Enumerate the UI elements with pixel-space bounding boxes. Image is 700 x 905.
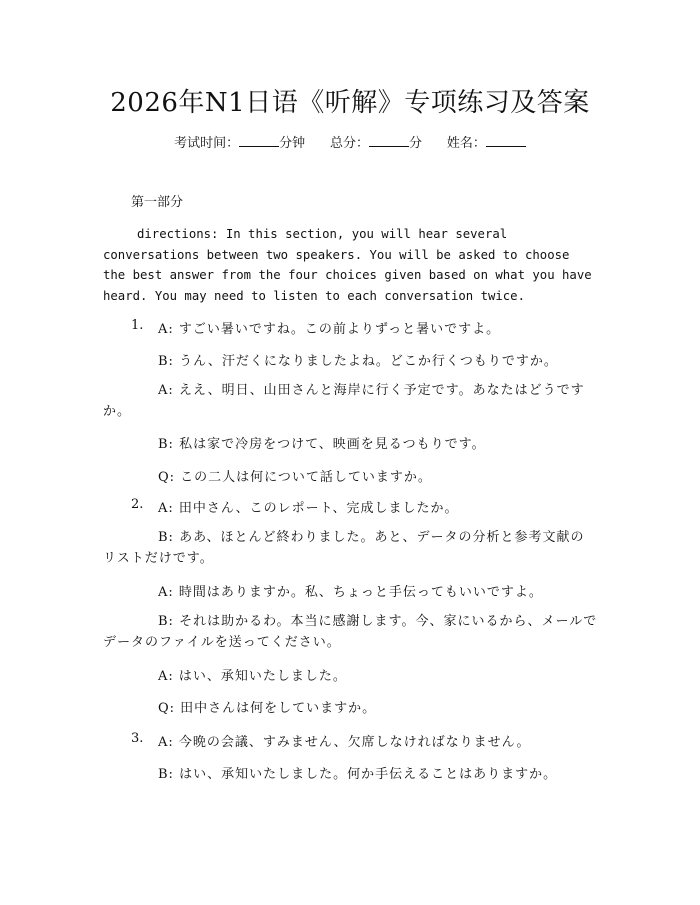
name-blank[interactable] xyxy=(486,134,526,147)
dialogue-line: A: 田中さん、このレポート、完成しましたか。 xyxy=(158,501,459,516)
time-blank[interactable] xyxy=(239,134,279,147)
dialogue-line: A: はい、承知いたしました。 xyxy=(158,669,347,684)
dialogue-line: B: うん、汗だくになりましたよね。どこか行くつもりですか。 xyxy=(158,354,558,369)
name-label: 姓名： xyxy=(446,136,486,151)
dialogue-line: B: それは助かるわ。本当に感謝します。今、家にいるから、メールでデータのファイルを送ってください。 xyxy=(103,614,598,650)
score-unit: 分 xyxy=(409,136,423,151)
dialogue-line: A: ええ、明日、山田さんと海岸に行く予定です。あなたはどうですか。 xyxy=(103,383,585,419)
dialogue-line: A: 今晩の会議、すみません、欠席しなければなりません。 xyxy=(158,735,531,750)
dialogue-line: A: 時間はありますか。私、ちょっと手伝ってもいいですよ。 xyxy=(158,585,543,600)
dialogue-line: Q: この二人は何について話していますか。 xyxy=(158,470,432,485)
dialogue-line: A: すごい暑いですね。この前よりずっと暑いですよ。 xyxy=(158,322,501,337)
section-title: 第一部分 xyxy=(131,195,184,210)
dialogue-line: Q: 田中さんは何をしていますか。 xyxy=(158,701,377,716)
dialogue-line: B: 私は家で冷房をつけて、映画を見るつもりです。 xyxy=(158,437,486,452)
question-number: 2. xyxy=(131,497,144,512)
dialogue-line: B: ああ、ほとんど終わりました。あと、データの分析と参考文献のリストだけです。 xyxy=(103,530,585,566)
score-label: 总分： xyxy=(329,136,369,151)
question-number: 1. xyxy=(131,318,144,333)
section-directions xyxy=(103,224,593,306)
dialogue-line: B: はい、承知いたしました。何か手伝えることはありますか。 xyxy=(158,767,558,782)
time-unit: 分钟 xyxy=(279,136,306,151)
score-blank[interactable] xyxy=(369,134,409,147)
question-number: 3. xyxy=(131,731,144,746)
page-title: 2026年N1日语《听解》专项练习及答案 xyxy=(110,88,590,118)
time-label: 考试时间： xyxy=(174,136,240,151)
directions-text: directions: In this section, you will hear several conversations between two speakers. You will be asked to choose the best answer from the four choices given based on what you have heard. You may need to listen to each conversation twice. xyxy=(103,227,592,303)
exam-meta xyxy=(0,132,700,151)
